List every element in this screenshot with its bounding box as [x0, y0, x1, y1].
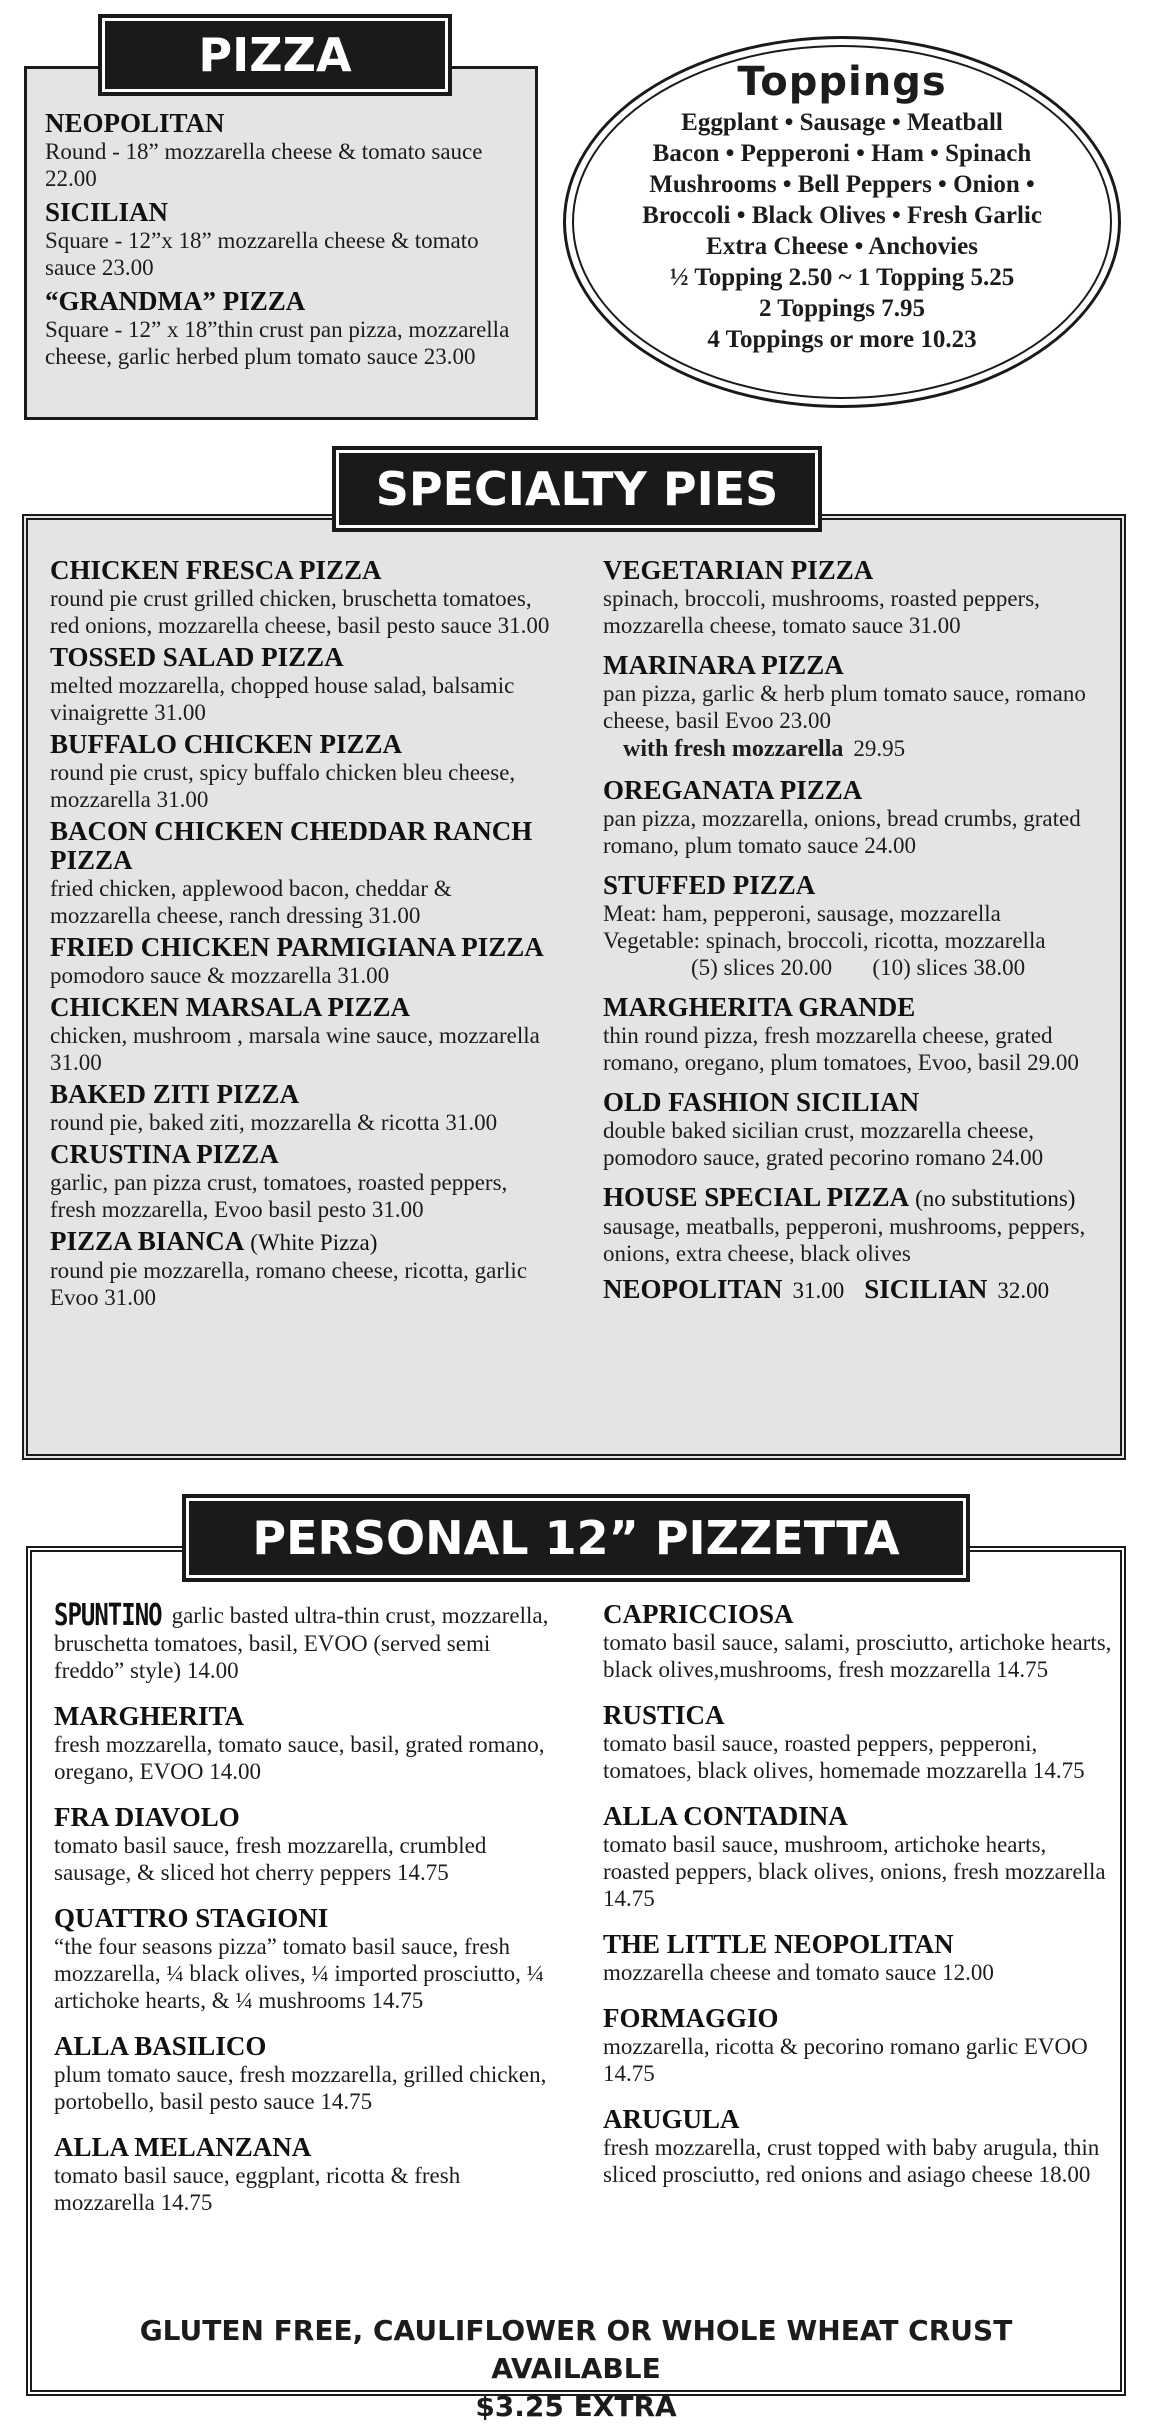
item-name-text: QUATTRO STAGIONI [54, 1903, 329, 1933]
item-name [603, 2105, 1113, 2134]
menu-item [50, 817, 550, 929]
item-description-3: (5) slices 20.00 (10) slices 38.00 [691, 955, 1026, 980]
item-description: round pie crust grilled chicken, bruschetta tomatoes, red onions, mozzarella cheese, basil pesto sauce 31.00 [50, 586, 550, 638]
item-name [603, 651, 1113, 680]
specialty-header: SPECIALTY PIES [336, 450, 818, 528]
item-description: pan pizza, mozzarella, onions, bread crumbs, grated romano, plum tomato sauce 24.00 [603, 806, 1081, 858]
menu-item [603, 556, 1113, 639]
pizza-header: PIZZA [102, 18, 448, 92]
item-name-text: HOUSE SPECIAL PIZZA [603, 1182, 910, 1212]
item-name-text: FRIED CHICKEN PARMIGIANA PIZZA [50, 932, 544, 962]
item-description: double baked sicilian crust, mozzarella cheese, pomodoro sauce, grated pecorino romano 24.00 [603, 1118, 1044, 1170]
item-name [45, 287, 515, 316]
item-name-text: STUFFED PIZZA [603, 870, 816, 900]
item-description: round pie, baked ziti, mozzarella & ricotta 31.00 [50, 1110, 498, 1135]
item-name [603, 2004, 1113, 2033]
item-description: chicken, mushroom , marsala wine sauce, mozzarella 31.00 [50, 1023, 540, 1075]
pizza-box [24, 66, 538, 420]
item-note: (no substitutions) [915, 1186, 1076, 1211]
item-description: garlic basted ultra-thin crust, mozzarella, bruschetta tomatoes, basil, EVOO (served semi freddo” style) 14.00 [54, 1603, 549, 1683]
item-name [603, 1183, 1113, 1213]
item-name-text: “GRANDMA” PIZZA [45, 286, 306, 316]
item-description-2: Vegetable: spinach, broccoli, ricotta, mozzarella [603, 928, 1046, 953]
item-description: sausage, meatballs, pepperoni, mushrooms, peppers, onions, extra cheese, black olives [603, 1214, 1086, 1266]
item-name [54, 1702, 564, 1731]
menu-item [603, 1802, 1113, 1912]
menu-item [50, 1227, 550, 1311]
item-description: pan pizza, garlic & herb plum tomato sauce, romano cheese, basil Evoo 23.00 [603, 681, 1086, 733]
item-name [50, 817, 550, 875]
menu-item [603, 2004, 1113, 2087]
specialty-left-column [50, 556, 550, 1315]
menu-item [50, 643, 550, 726]
item-name-text: ALLA CONTADINA [603, 1801, 848, 1831]
topping-line: Extra Cheese • Anchovies [706, 233, 978, 260]
menu-item [50, 933, 550, 989]
item-name [54, 1803, 564, 1832]
item-description: spinach, broccoli, mushrooms, roasted peppers, mozzarella cheese, tomato sauce 31.00 [603, 586, 1040, 638]
item-name-text: ARUGULA [603, 2104, 740, 2134]
pizzetta-right-column [603, 1600, 1113, 2206]
item-name [603, 776, 1113, 805]
item-name-text: CRUSTINA PIZZA [50, 1139, 279, 1169]
item-description: tomato basil sauce, mushroom, artichoke hearts, roasted peppers, black olives, onions, fresh mozzarella 14.75 [603, 1832, 1106, 1911]
item-description: “the four seasons pizza” tomato basil sauce, fresh mozzarella, ¼ black olives, ¼ imported prosciutto, ¼ artichoke hearts, & ¼ mushrooms 14.75 [54, 1934, 544, 2013]
item-name-text: CHICKEN FRESCA PIZZA [50, 555, 382, 585]
item-description: Square - 12”x 18” mozzarella cheese & tomato sauce 23.00 [45, 228, 479, 280]
item-name [50, 993, 550, 1022]
item-description: plum tomato sauce, fresh mozzarella, grilled chicken, portobello, basil pesto sauce 14.75 [54, 2062, 547, 2114]
item-name [603, 1600, 1113, 1629]
item-name-text: NEOPOLITAN [45, 108, 225, 138]
item-name [603, 1088, 1113, 1117]
menu-item [54, 2032, 564, 2115]
item-name-text: OREGANATA PIZZA [603, 775, 863, 805]
topping-line: Eggplant • Sausage • Meatball [681, 109, 1003, 136]
item-name-text: MARGHERITA [54, 1701, 245, 1731]
item-name-text: MARINARA PIZZA [603, 650, 844, 680]
item-name [54, 2032, 564, 2061]
menu-item [603, 1930, 1113, 1986]
menu-item [54, 1597, 564, 1684]
item-description: Square - 12” x 18”thin crust pan pizza, mozzarella cheese, garlic herbed plum tomato sauce 23.00 [45, 317, 510, 369]
item-description: round pie mozzarella, romano cheese, ricotta, garlic Evoo 31.00 [50, 1258, 528, 1310]
menu-item [54, 1803, 564, 1886]
item-description: melted mozzarella, chopped house salad, balsamic vinaigrette 31.00 [50, 673, 515, 725]
item-name [603, 1701, 1113, 1730]
topping-line: ½ Topping 2.50 ~ 1 Topping 5.25 [669, 264, 1015, 291]
house-price-sic_price: 32.00 [997, 1278, 1050, 1303]
item-name-text: MARGHERITA GRANDE [603, 992, 916, 1022]
item-name [50, 1227, 550, 1257]
menu-item [45, 109, 515, 192]
menu-item [603, 651, 1113, 764]
item-name [50, 730, 550, 759]
item-note: (White Pizza) [250, 1230, 378, 1255]
item-description: Round - 18” mozzarella cheese & tomato sauce 22.00 [45, 139, 483, 191]
item-name [603, 871, 1113, 900]
item-name-text: ALLA BASILICO [54, 2031, 267, 2061]
item-description: Meat: ham, pepperoni, sausage, mozzarella [603, 901, 1001, 926]
menu-item [50, 1080, 550, 1136]
menu-item [50, 993, 550, 1076]
crust-notice-line2: $3.25 EXTRA [475, 2390, 677, 2423]
item-description: fried chicken, applewood bacon, cheddar & mozzarella cheese, ranch dressing 31.00 [50, 876, 452, 928]
menu-item [603, 993, 1113, 1076]
crust-notice [60, 2312, 1092, 2426]
menu-item [603, 2105, 1113, 2188]
pizzetta-header: PERSONAL 12” PIZZETTA [186, 1498, 966, 1578]
item-name-text: BAKED ZITI PIZZA [50, 1079, 300, 1109]
topping-line: Broccoli • Black Olives • Fresh Garlic [642, 202, 1042, 229]
house-price-neo: NEOPOLITAN [603, 1274, 783, 1304]
item-description: mozzarella cheese and tomato sauce 12.00 [603, 1960, 994, 1985]
topping-line: Bacon • Pepperoni • Ham • Spinach [652, 140, 1032, 167]
topping-line: 2 Toppings 7.95 [758, 295, 926, 322]
toppings-oval [563, 36, 1121, 408]
item-sub-label: with fresh mozzarella [623, 736, 844, 762]
menu-item [603, 1701, 1113, 1784]
item-description: mozzarella, ricotta & pecorino romano garlic EVOO 14.75 [603, 2034, 1088, 2086]
menu-item [603, 776, 1113, 859]
item-name-text: RUSTICA [603, 1700, 725, 1730]
menu-item [603, 1600, 1113, 1683]
item-name-text: CAPRICCIOSA [603, 1599, 794, 1629]
pizzetta-left-column [54, 1597, 564, 2234]
item-description: tomato basil sauce, roasted peppers, pepperoni, tomatoes, black olives, homemade mozzarella 14.75 [603, 1731, 1085, 1783]
item-description: fresh mozzarella, crust topped with baby arugula, thin sliced prosciutto, red onions and asiago cheese 18.00 [603, 2135, 1100, 2187]
item-name-text: TOSSED SALAD PIZZA [50, 642, 344, 672]
item-description: round pie crust, spicy buffalo chicken bleu cheese, mozzarella 31.00 [50, 760, 516, 812]
menu-item [45, 198, 515, 281]
item-sub-option [623, 734, 1113, 764]
pizza-list [45, 109, 515, 370]
house-price-neo_price: 31.00 [792, 1278, 845, 1303]
item-name-text: SICILIAN [45, 197, 169, 227]
menu-item [50, 1140, 550, 1223]
item-description: tomato basil sauce, salami, prosciutto, artichoke hearts, black olives,mushrooms, fresh mozzarella 14.75 [603, 1630, 1112, 1682]
menu-item [50, 730, 550, 813]
item-name [603, 1802, 1113, 1831]
house-special-prices [603, 1275, 1113, 1305]
menu-item [603, 1183, 1113, 1267]
item-name [603, 1930, 1113, 1959]
item-name-text: THE LITTLE NEOPOLITAN [603, 1929, 954, 1959]
item-name-text: FORMAGGIO [603, 2003, 779, 2033]
menu-item [54, 2133, 564, 2216]
menu-item [50, 556, 550, 639]
item-name-text: VEGETARIAN PIZZA [603, 555, 874, 585]
item-name [50, 933, 550, 962]
menu-item [54, 1702, 564, 1785]
item-name-text: PIZZA BIANCA [50, 1226, 245, 1256]
item-name [50, 1080, 550, 1109]
item-name [50, 643, 550, 672]
menu-item [54, 1904, 564, 2014]
crust-notice-line1: GLUTEN FREE, CAULIFLOWER OR WHOLE WHEAT CRUST AVAILABLE [139, 2314, 1013, 2385]
topping-line: Mushrooms • Bell Peppers • Onion • [649, 171, 1035, 198]
menu-item [603, 1088, 1113, 1171]
item-name-text: FRA DIAVOLO [54, 1802, 240, 1832]
item-name [50, 556, 550, 585]
menu-item [45, 287, 515, 370]
item-name-text: SPUNTINO [54, 1597, 162, 1633]
item-description: fresh mozzarella, tomato sauce, basil, grated romano, oregano, EVOO 14.00 [54, 1732, 545, 1784]
item-name [50, 1140, 550, 1169]
toppings-title: Toppings [737, 59, 947, 105]
item-name [54, 1597, 162, 1633]
specialty-right-column [603, 556, 1113, 1305]
topping-line: 4 Toppings or more 10.23 [707, 326, 977, 353]
item-name-text: CHICKEN MARSALA PIZZA [50, 992, 411, 1022]
menu-item [603, 871, 1113, 981]
item-name [45, 109, 515, 138]
item-name-text: OLD FASHION SICILIAN [603, 1087, 920, 1117]
house-price-sic: SICILIAN [864, 1274, 988, 1304]
item-description: tomato basil sauce, fresh mozzarella, crumbled sausage, & sliced hot cherry peppers 14.75 [54, 1833, 487, 1885]
item-name-text: BUFFALO CHICKEN PIZZA [50, 729, 403, 759]
toppings-lines [566, 107, 1118, 355]
item-description: thin round pizza, fresh mozzarella cheese, grated romano, oregano, plum tomatoes, Evoo, basil 29.00 [603, 1023, 1079, 1075]
item-body [54, 1597, 564, 1684]
item-name [54, 1904, 564, 1933]
item-description: garlic, pan pizza crust, tomatoes, roasted peppers, fresh mozzarella, Evoo basil pesto 31.00 [50, 1170, 508, 1222]
item-name [603, 556, 1113, 585]
item-name [54, 2133, 564, 2162]
item-name [603, 993, 1113, 1022]
item-name-text: BACON CHICKEN CHEDDAR RANCH PIZZA [50, 816, 533, 875]
item-description: tomato basil sauce, eggplant, ricotta & fresh mozzarella 14.75 [54, 2163, 461, 2215]
item-sub-price: 29.95 [853, 736, 906, 761]
item-name-text: ALLA MELANZANA [54, 2132, 312, 2162]
item-description: pomodoro sauce & mozzarella 31.00 [50, 963, 390, 988]
item-name [45, 198, 515, 227]
